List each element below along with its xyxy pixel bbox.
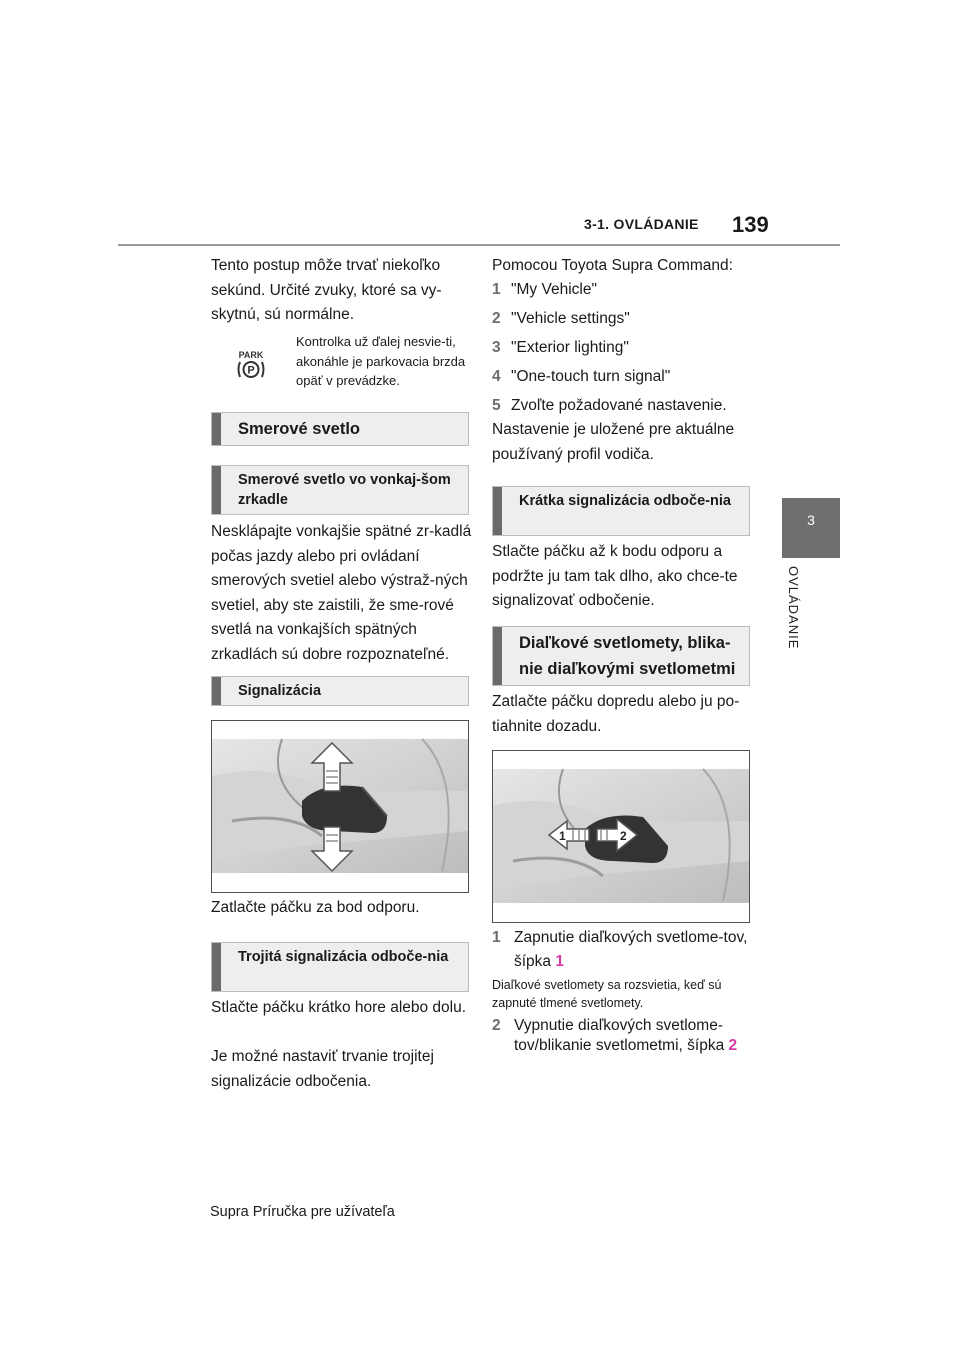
list-item [492,278,754,302]
step-text: "One-touch turn signal" [511,368,671,385]
subheading-triple-text: Trojitá signalizácia odboče-nia [238,949,449,965]
list-item [492,336,754,360]
subheading-stripe [212,677,221,705]
figure-turn-signal-lever [211,720,469,893]
heading-turn-signal [211,412,469,446]
step-number: 2 [492,310,501,327]
item1-note: Diaľkové svetlomety sa rozsvietia, keď sú zapnuté tlmené svetlomety. [492,978,722,1010]
arrow-ref: 1 [555,953,564,970]
high-beam-item-2 [492,1016,754,1056]
list-item [492,394,754,418]
high-beam-item-1 [492,926,754,974]
short-paragraph: Stlačte páčku až k bodu odporu a podržte ju tam tak dlho, ako chce-te signalizovať odbočenie. [492,543,738,609]
fig2-label-1: 1 [559,829,566,843]
triple-paragraph-1: Stlačte páčku krátko hore alebo dolu. [211,999,467,1016]
mirror-paragraph: Nesklápajte vonkajšie spätné zr-kadlá počas jazdy alebo pri ovládaní smerových svetiel alebo výstraž-ných svetiel, aby ste zaistili, že sme-rové svetlá na vonkajších spätných zrkadlách sú dobre rozpoznateľné. [211,523,472,663]
item-text: Zapnutie diaľkových svetlome-tov, šípka [514,929,748,970]
list-item [492,926,754,974]
chapter-tab [782,498,840,558]
steps-list [492,278,754,418]
subheading-stripe [212,466,221,514]
high-paragraph: Zatlačte páčku dopredu alebo ju po-tiahnite dozadu. [492,693,740,735]
subheading-short-text: Krátka signalizácia odboče-nia [519,493,731,509]
item-number: 1 [492,929,501,946]
item-text: Vypnutie diaľkových svetlome-tov/blikanie svetlometmi, šípka [514,1017,725,1054]
step-number: 3 [492,339,501,356]
subheading-mirror [211,465,469,515]
fig1-caption: Zatlačte páčku za bod odporu. [211,899,420,916]
step-text: "Vehicle settings" [511,310,630,327]
lever-up-down-illustration [212,721,468,892]
step-number: 5 [492,397,501,414]
step-text: "My Vehicle" [511,281,597,298]
subheading-stripe [493,487,502,535]
header-rule [118,244,840,246]
subheading-stripe [212,943,221,991]
lever-forward-back-illustration [493,751,749,922]
subheading-signaling [211,676,469,706]
heading-stripe [493,627,502,685]
triple-paragraph-2: Je možné nastaviť trvanie trojitej signalizácie odbočenia. [211,1048,434,1090]
list-item [492,1016,754,1056]
subheading-short [492,486,750,536]
list-item [492,365,754,389]
step-text: "Exterior lighting" [511,339,629,356]
command-intro: Pomocou Toyota Supra Command: [492,257,733,274]
heading-high-beam [492,626,750,686]
subheading-mirror-text: Smerové svetlo vo vonkaj-šom zrkadle [238,472,451,508]
intro-paragraph: Tento postup môže trvať niekoľko sekúnd. Určité zvuky, ktoré sa vy-skytnú, sú normálne. [211,257,442,323]
footer-text: Supra Príručka pre užívateľa [210,1204,395,1220]
step-number: 1 [492,281,501,298]
subheading-signaling-text: Signalizácia [238,683,322,699]
heading-high-beam-text: Diaľkové svetlomety, blika-nie diaľkovými svetlometmi [519,634,736,678]
step-text: Zvoľte požadované nastavenie. [511,397,727,414]
heading-stripe [212,413,221,445]
subheading-triple [211,942,469,992]
step-number: 4 [492,368,501,385]
fig2-label-2: 2 [620,829,627,843]
list-item [492,307,754,331]
chapter-number: 3 [807,512,815,528]
park-icon-text: PARK [238,350,264,360]
parking-brake-icon [234,348,268,380]
section-title: 3-1. OVLÁDANIE [584,216,699,232]
page-number: 139 [732,212,769,237]
heading-turn-signal-text: Smerové svetlo [238,420,360,438]
park-icon-symbol: P [247,364,255,377]
park-note: Kontrolka už ďalej nesvie-ti, akonáhle je parkovacia brzda opäť v prevádzke. [296,334,466,388]
arrow-ref: 2 [728,1037,738,1054]
figure-high-beam-lever [492,750,750,923]
saved-note: Nastavenie je uložené pre aktuálne používaný profil vodiča. [492,421,735,463]
chapter-label: OVLÁDANIE [786,566,801,650]
item-number: 2 [492,1017,501,1034]
